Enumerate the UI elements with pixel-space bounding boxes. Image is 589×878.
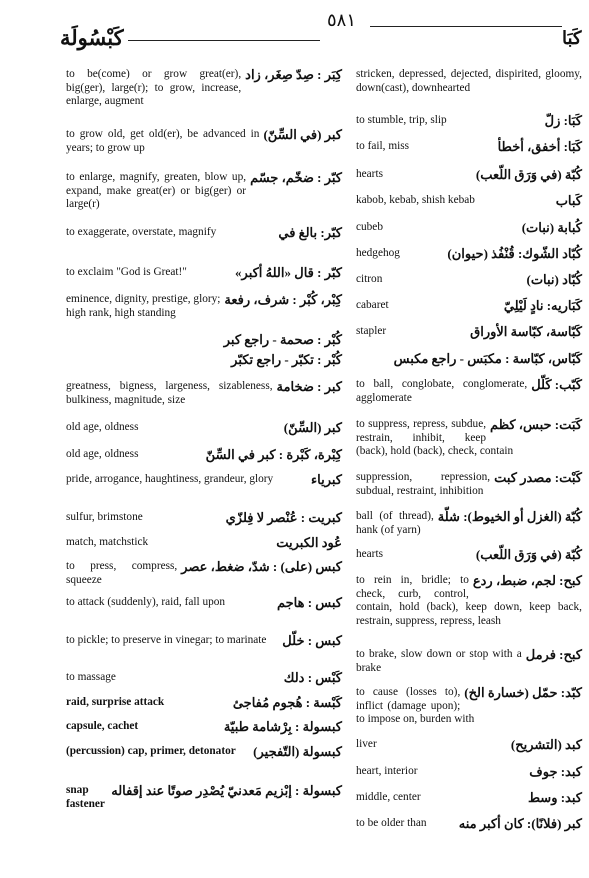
arabic-headword: كبسولة (التّفجير)	[253, 744, 342, 759]
arabic-headword: كبر : ضخامة	[276, 379, 342, 394]
english-definition: cubeb	[356, 221, 383, 233]
arabic-headword: كبرياء	[311, 472, 342, 487]
english-definition: (percussion) cap, primer, detonator	[66, 745, 236, 757]
english-definition: to rein in, bridle; to check, curb, control, contain, hold (back), keep down, keep back, restrain, suppress, repress, leash	[356, 574, 582, 627]
dictionary-entry	[66, 536, 342, 550]
dictionary-entry	[66, 380, 342, 407]
arabic-headword: كبد (التشريح)	[510, 737, 582, 752]
arabic-headword: كبسولة : إبْزيم مَعدنيّ يُصْدِر صوتًا عند إقفاله	[111, 783, 342, 798]
dictionary-entry	[356, 471, 582, 498]
arabic-headword: كُبابة (نبات)	[521, 220, 582, 235]
english-definition: sulfur, brimstone	[66, 511, 143, 523]
english-definition: old age, oldness	[66, 421, 139, 433]
english-definition: ball (of thread), hank (of yarn)	[356, 510, 434, 536]
english-definition: heart, interior	[356, 765, 418, 777]
arabic-headword: كَبَا: أخفق، أخطأ	[497, 139, 582, 154]
arabic-headword: كبر (فلانًا): كان أكبر منه	[458, 816, 582, 831]
english-definition: eminence, dignity, prestige, glory; high rank, high standing	[66, 293, 221, 319]
dictionary-entry	[356, 273, 582, 287]
arabic-headword: كُبّاد (نبات)	[526, 272, 582, 287]
header-rule-left	[128, 40, 320, 41]
dictionary-entry	[356, 686, 582, 727]
dictionary-entry	[356, 574, 582, 628]
dictionary-entry	[66, 696, 342, 710]
dictionary-entry	[356, 648, 582, 675]
dictionary-entry	[66, 353, 342, 367]
dictionary-entry	[66, 745, 342, 759]
english-definition: to pickle; to preserve in vinegar; to marinate	[66, 634, 267, 646]
header-right-word: كَبَا	[562, 28, 582, 48]
english-definition: match, matchstick	[66, 536, 149, 548]
dictionary-entry	[356, 114, 582, 128]
arabic-headword: كبس : هاجم	[276, 595, 342, 610]
english-definition: to press, compress, squeeze	[66, 560, 178, 586]
arabic-headword: كُبّة (في وَرَق اللّعب)	[475, 167, 582, 182]
page-number: ٥٨١	[327, 10, 357, 30]
dictionary-entry	[66, 421, 342, 435]
english-definition: to fail, miss	[356, 140, 410, 152]
english-definition: hearts	[356, 548, 383, 560]
dictionary-entry	[356, 738, 582, 752]
arabic-headword: كبّر: بالغ في	[278, 225, 342, 240]
arabic-headword: كبسولة : بِرْشامة طبيّة	[223, 719, 342, 734]
dictionary-entry	[356, 791, 582, 805]
english-definition: to attack (suddenly), raid, fall upon	[66, 596, 226, 608]
english-definition: snap fastener	[66, 784, 105, 810]
arabic-headword: كَبْس : دلك	[283, 670, 342, 685]
english-definition: to exclaim "God is Great!"	[66, 266, 187, 278]
dictionary-entry	[356, 140, 582, 154]
dictionary-entry	[356, 548, 582, 562]
arabic-headword: كبس (على) : شدّ، ضغط، عصر	[181, 559, 342, 574]
dictionary-entry	[356, 325, 582, 339]
dictionary-entry	[356, 299, 582, 313]
dictionary-entry	[356, 817, 582, 831]
arabic-headword: كبح: فرمل	[525, 647, 582, 662]
dictionary-entry	[356, 378, 582, 405]
arabic-headword: كَبّاسة، كبّاسة الأوراق	[470, 324, 582, 339]
dictionary-entry	[66, 333, 342, 347]
arabic-headword: كَبَاريه: نادٍ لَيْلِيّ	[503, 298, 582, 313]
arabic-headword: كبد: جوف	[529, 764, 582, 779]
english-definition: hearts	[356, 168, 383, 180]
arabic-headword: كبّد: حمّل (خسارة الخ)	[464, 685, 582, 700]
dictionary-entry	[356, 221, 582, 235]
arabic-headword: كَبْت: مصدر كبت	[494, 470, 582, 485]
dictionary-entry	[66, 784, 342, 811]
dictionary-entry	[66, 448, 342, 462]
page-header	[0, 0, 589, 56]
dictionary-entry	[66, 473, 342, 487]
english-definition: to exaggerate, overstate, magnify	[66, 226, 217, 238]
english-definition: capsule, cachet	[66, 720, 139, 732]
english-definition: to stumble, trip, slip	[356, 114, 447, 126]
english-definition: to massage	[66, 671, 116, 683]
arabic-headword: كِبَر : صِدّ صِغَر، زاد	[245, 67, 342, 82]
arabic-headword: عُود الكبريت	[276, 535, 342, 550]
dictionary-entry	[66, 293, 342, 320]
dictionary-entry	[356, 765, 582, 779]
arabic-headword: كَبّب: كَلّل	[531, 377, 582, 392]
english-definition: pride, arrogance, haughtiness, grandeur, glory	[66, 473, 274, 485]
arabic-headword: كُبْر : صحمة - راجع كبر	[223, 332, 342, 347]
english-definition: to be(come) or grow great(er), big(ger), large(r); to grow, increase, enlarge, augment	[66, 68, 242, 108]
dictionary-entry	[66, 128, 342, 155]
english-definition: to ball, conglobate, conglomerate, agglomerate	[356, 378, 528, 404]
dictionary-entry	[66, 171, 342, 212]
arabic-headword: كبس : خلّل	[282, 633, 342, 648]
arabic-headword: كبد: وسط	[527, 790, 582, 805]
header-rule-right	[370, 26, 562, 27]
dictionary-entry	[356, 68, 582, 95]
english-definition: to brake, slow down or stop with a brake	[356, 648, 522, 674]
english-definition: raid, surprise attack	[66, 696, 165, 708]
arabic-headword: كُبْر : تكبّر - راجع تكبّر	[231, 352, 342, 367]
english-definition: suppression, repression, subdual, restraint, inhibition	[356, 471, 491, 497]
arabic-headword: كبر (السِّنّ)	[283, 420, 342, 435]
english-definition: to grow old, get old(er), be advanced in years; to grow up	[66, 128, 260, 154]
english-definition: to cause (losses to), inflict (damage upon); to impose on, burden with	[356, 686, 475, 726]
dictionary-entry	[356, 352, 582, 366]
arabic-headword: كَبَت: حبس، كظم	[490, 417, 582, 432]
dictionary-entry	[356, 194, 582, 208]
dictionary-entry	[356, 168, 582, 182]
english-definition: hedgehog	[356, 247, 400, 259]
dictionary-entry	[66, 671, 342, 685]
arabic-headword: كبح: لجم، ضبط، ردع	[472, 573, 582, 588]
english-definition: to be older than	[356, 817, 427, 829]
english-definition: liver	[356, 738, 377, 750]
dictionary-entry	[66, 226, 342, 240]
arabic-headword: كبّر : قال «اللهُ أكبر»	[235, 265, 342, 280]
arabic-headword: كبّر : ضخّم، جسّم	[250, 170, 342, 185]
english-definition: stricken, depressed, dejected, dispirited, gloomy, down(cast), downhearted	[356, 68, 582, 94]
english-definition: citron	[356, 273, 383, 285]
english-definition: cabaret	[356, 299, 389, 311]
dictionary-entry	[356, 247, 582, 261]
arabic-headword: كَباب	[555, 193, 582, 208]
arabic-headword: كبريت : عُنْصر لا فِلزّي	[225, 510, 342, 525]
english-definition: greatness, bigness, largeness, sizableness, bulkiness, magnitude, size	[66, 380, 273, 406]
dictionary-entry	[356, 418, 582, 459]
arabic-headword: كَبّاس، كبّاسة : مكبَس - راجع مكبس	[393, 351, 582, 366]
english-definition: to enlarge, magnify, greaten, blow up, expand, make great(er) or big(ger) or large(r)	[66, 171, 247, 211]
dictionary-entry	[356, 510, 582, 537]
dictionary-entry	[66, 720, 342, 734]
arabic-headword: كِبْرة، كَبْرة : كبر في السِّنّ	[205, 447, 342, 462]
english-definition: old age, oldness	[66, 448, 139, 460]
dictionary-entry	[66, 68, 342, 109]
english-definition: kabob, kebab, shish kebab	[356, 194, 475, 206]
header-left-word: كَبْسُولَة	[60, 26, 124, 50]
dictionary-entry	[66, 511, 342, 525]
arabic-headword: كِبْر، كُبْر : شرف، رفعة	[224, 292, 342, 307]
arabic-headword: كَبَا: زلّ	[544, 113, 582, 128]
english-definition: middle, center	[356, 791, 421, 803]
dictionary-entry	[66, 596, 342, 610]
arabic-headword: كُبّة (الغزل أو الخيوط): شلّة	[437, 509, 582, 524]
english-definition: to suppress, repress, subdue, restrain, inhibit, keep (back), hold (back), check, contain	[356, 418, 514, 458]
arabic-headword: كبر (في السِّنّ)	[263, 127, 342, 142]
arabic-headword: كُبّة (في وَرَق اللّعب)	[475, 547, 582, 562]
dictionary-entry	[66, 560, 342, 587]
dictionary-entry	[66, 634, 342, 648]
dictionary-entry	[66, 266, 342, 280]
english-definition: stapler	[356, 325, 387, 337]
arabic-headword: كَبْسة : هُجوم مُفاجئ	[232, 695, 342, 710]
arabic-headword: كُبّاد الشّوك: قُنْفُذ (حيوان)	[447, 246, 582, 261]
